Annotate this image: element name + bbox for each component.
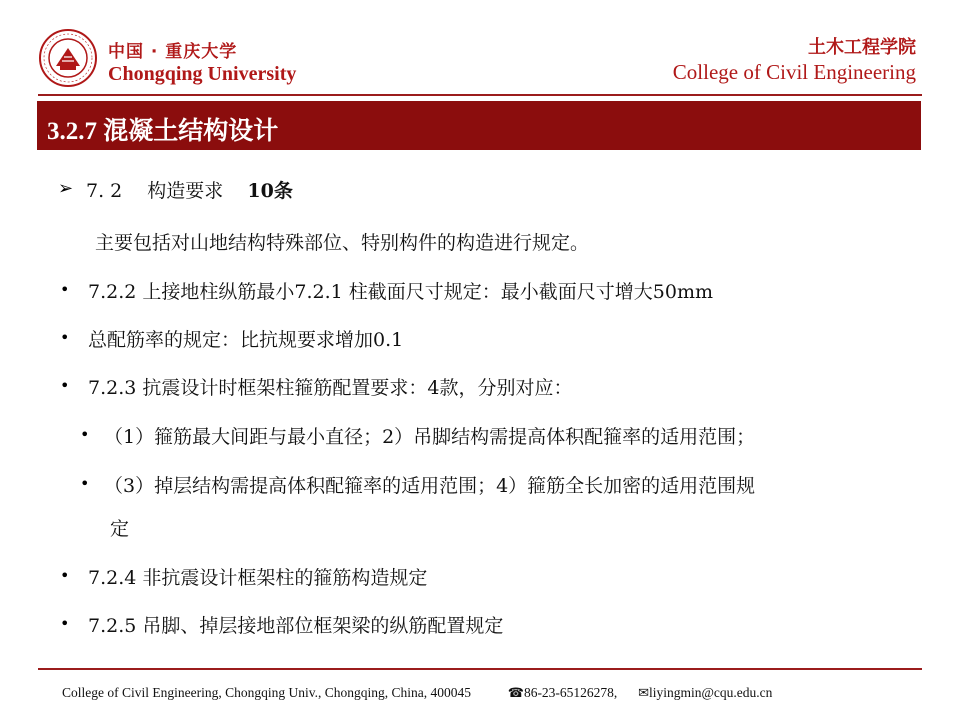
intro-text: 主要包括对山地结构特殊部位、特别构件的构造进行规定。	[95, 232, 590, 254]
bullet-dot-icon: •	[80, 474, 90, 493]
bullet-dot-icon: •	[60, 614, 70, 633]
footer	[62, 685, 772, 701]
footer-phone: 86-23-65126278,	[523, 685, 618, 700]
footer-divider	[38, 668, 922, 670]
bullet-dot-icon: •	[60, 328, 70, 347]
list-item: 7.2.4 非抗震设计框架柱的箍筋构造规定	[88, 567, 428, 589]
bullet-dot-icon: •	[80, 425, 90, 444]
bullet-dot-icon: •	[60, 280, 70, 299]
bullet-dot-icon: •	[60, 376, 70, 395]
section-heading	[86, 176, 293, 203]
list-item-continuation: 定	[110, 518, 130, 540]
university-name-en: Chongqing University	[108, 63, 297, 85]
arrow-bullet-icon: ➢	[58, 178, 74, 199]
list-item: （3）掉层结构需提高体积配箍率的适用范围；4）箍筋全长加密的适用范围规	[104, 475, 756, 497]
section-label: 7. 2 构造要求	[86, 180, 224, 202]
list-item: 总配筋率的规定：比抗规要求增加0.1	[88, 329, 404, 351]
list-item: 7.2.5 吊脚、掉层接地部位框架梁的纵筋配置规定	[88, 615, 504, 637]
footer-address: College of Civil Engineering, Chongqing Univ., Chongqing, China, 400045	[62, 685, 471, 700]
page-title: 3.2.7 混凝土结构设计	[47, 118, 279, 145]
footer-email[interactable]: liyingmin@cqu.edu.cn	[648, 685, 773, 700]
university-name-cn: 中国 · 重庆大学	[108, 42, 238, 62]
list-item: 7.2.3 抗震设计时框架柱箍筋配置要求：4款，分别对应：	[88, 377, 573, 399]
bullet-dot-icon: •	[60, 566, 70, 585]
phone-icon: ☎	[507, 685, 524, 700]
list-item: 7.2.2 上接地柱纵筋最小7.2.1 柱截面尺寸规定：最小截面尺寸增大50mm	[88, 281, 713, 303]
college-name-en: College of Civil Engineering	[672, 60, 916, 84]
section-count: 10条	[247, 180, 293, 202]
email-icon: ✉	[638, 685, 649, 700]
college-name-cn: 土木工程学院	[808, 37, 916, 58]
list-item: （1）箍筋最大间距与最小直径；2）吊脚结构需提高体积配箍率的适用范围；	[104, 426, 756, 448]
